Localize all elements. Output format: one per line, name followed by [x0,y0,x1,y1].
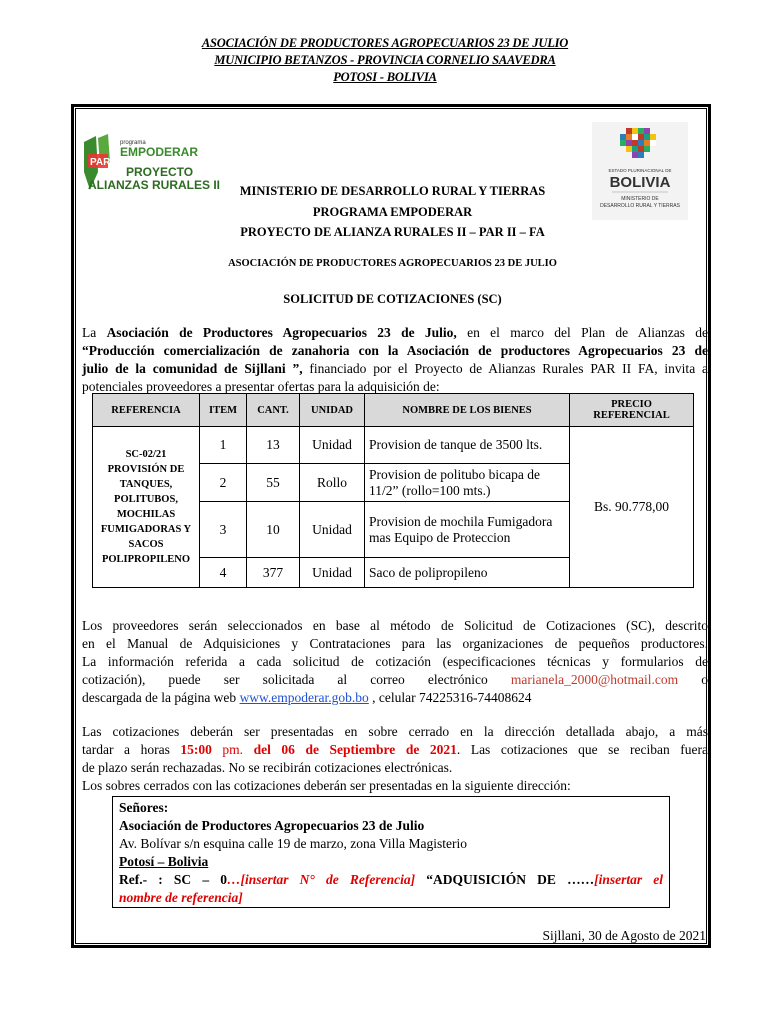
email-link[interactable]: marianela_2000@hotmail.com [510,672,679,687]
cell-cant: 377 [247,558,300,588]
para2-l5a: descargada de la página web [82,690,240,705]
cell-unidad: Unidad [300,558,365,588]
th-nombre: NOMBRE DE LOS BIENES [365,394,570,427]
cell-unidad: Unidad [300,502,365,558]
title-ministry: MINISTERIO DE DESARROLLO RURAL Y TIERRAS [239,184,546,198]
cell-nombre: Provision de tanque de 3500 lts. [365,427,570,464]
deadline-time: 15:00 [180,742,212,757]
intro-paragraph [82,324,708,396]
cell-nombre: Provision de mochila Fumigadora mas Equipo de Proteccion [365,502,570,558]
table-row [93,427,694,464]
price-cell: Bs. 90.778,00 [570,427,694,588]
title-request: SOLICITUD DE COTIZACIONES (SC) [283,292,502,306]
document-date: Sijllani, 30 de Agosto de 2021 [542,928,706,943]
logo-ministry-1: MINISTERIO DE [621,196,659,202]
ref-line: MOCHILAS [116,509,176,520]
para3-l3: de plazo serán rechazadas. No se recibirán cotizaciones electrónicas. [82,760,453,775]
th-referencia: REFERENCIA [93,394,200,427]
ref-line: TANQUES, [119,479,173,490]
ref-line: POLITUBOS, [114,494,178,505]
cell-unidad: Rollo [300,464,365,502]
th-unidad: UNIDAD [300,394,365,427]
providers-paragraph [82,617,708,707]
title-program: PROGRAMA EMPODERAR [312,205,473,219]
addr-insert: [insertar el [594,872,663,887]
para2-l5b: , celular 74225316-74408624 [368,690,532,705]
intro-l1b: Asociación de Productores Agropecuarios 23 de Julio, [106,325,457,340]
items-table [92,393,694,588]
cell-item: 3 [200,502,247,558]
th-item: ITEM [200,394,247,427]
para3-l2a: tardar a horas [82,742,181,757]
intro-l1c: en el marco del Plan de Alianzas de [456,325,708,340]
logo-name-text: EMPODERAR [120,145,199,159]
addr-ref-placeholder: …[insertar N° de Referencia] [226,872,416,887]
intro-l2: “Producción comercialización de zanahoria con la Asociación de productores Agropecuarios 23 de [82,343,708,358]
para2-l2: en el Manual de Adquisiciones y Contrataciones para las organizaciones de pequeños productores. [82,636,708,651]
ref-line: SACOS [128,539,164,550]
header-line-3: POTOSI - BOLIVIA [333,70,437,84]
reference-cell [93,427,200,588]
para3-l2d: . Las cotizaciones que se reciban fuera [456,742,708,757]
intro-l4: potenciales proveedores a presentar ofertas para la adquisición de: [82,379,440,394]
cell-nombre: Saco de polipropileno [365,558,570,588]
intro-l1a: La [82,325,107,340]
deadline-date: del 06 de Septiembre de 2021 [243,742,457,757]
addr-ref-label: Ref.- : SC – 0 [119,872,227,887]
logo-project-2: ALIANZAS RURALES II [88,178,220,192]
th-cant: CANT. [247,394,300,427]
addr-adq: “ADQUISICIÓN DE …… [415,872,595,887]
ref-line: SC-02/21 [125,449,167,460]
cell-cant: 55 [247,464,300,502]
cell-cant: 10 [247,502,300,558]
para2-l4a: cotización), puede ser solicitada al correo electrónico [82,672,511,687]
intro-l3a: julio de la comunidad de Sijllani ”, [82,361,303,376]
para3-l4: Los sobres cerrados con las cotizaciones deberán ser presentadas en la siguiente dirección: [82,778,571,793]
addr-l6: nombre de referencia] [119,890,243,905]
logo-ministry-2: DESARROLLO RURAL Y TIERRAS [600,203,680,209]
cell-item: 2 [200,464,247,502]
website-link[interactable]: www.empoderar.gob.bo [239,690,369,705]
ref-line: POLIPROPILENO [101,554,191,565]
cell-nombre: Provision de politubo bicapa de 11/2” (rollo=100 mts.) [365,464,570,502]
deadline-pm: pm. [211,742,244,757]
para2-l4b: o [678,672,708,687]
para2-l1: Los proveedores serán seleccionados en base al método de Solicitud de Cotizaciones (SC), descrito [82,618,708,633]
logo-state-text: ESTADO PLURINACIONAL DE [608,168,672,173]
cell-item: 1 [200,427,247,464]
addr-l1: Señores: [119,800,169,815]
deadline-paragraph [82,723,708,795]
address-box [112,796,670,908]
logo-country-text: BOLIVIA [609,174,671,191]
cell-item: 4 [200,558,247,588]
para2-l3: La información referida a cada solicitud de cotización (especificaciones técnicas y formularios de [82,654,708,669]
title-project: PROYECTO DE ALIANZA RURALES II – PAR II – FA [240,225,545,239]
para3-l1: Las cotizaciones deberán ser presentadas en sobre cerrado en la dirección detallada abajo, a más [82,724,708,739]
header-line-1: ASOCIACIÓN DE PRODUCTORES AGROPECUARIOS 23 DE JULIO [201,36,569,50]
logo-par-text: PAR [90,157,111,168]
intro-l3b: financiado por el Proyecto de Alianzas Rurales PAR II FA, invita a [302,361,708,376]
ref-line: PROVISIÓN DE [107,464,185,475]
th-precio: PRECIO REFERENCIAL [570,394,694,427]
table-header-row [93,394,694,427]
logo-small-text: programa [120,140,146,146]
addr-l3: Av. Bolívar s/n esquina calle 19 de marzo, zona Villa Magisterio [119,836,467,851]
addr-l4: Potosí – Bolivia [119,854,209,869]
title-association: ASOCIACIÓN DE PRODUCTORES AGROPECUARIOS 23 DE JULIO [228,258,557,269]
header-line-2: MUNICIPIO BETANZOS - PROVINCIA CORNELIO SAAVEDRA [214,53,556,67]
addr-l2: Asociación de Productores Agropecuarios 23 de Julio [119,818,425,833]
cell-cant: 13 [247,427,300,464]
logo-project-1: PROYECTO [126,165,194,179]
ref-line: FUMIGADORAS Y [100,524,192,535]
cell-unidad: Unidad [300,427,365,464]
